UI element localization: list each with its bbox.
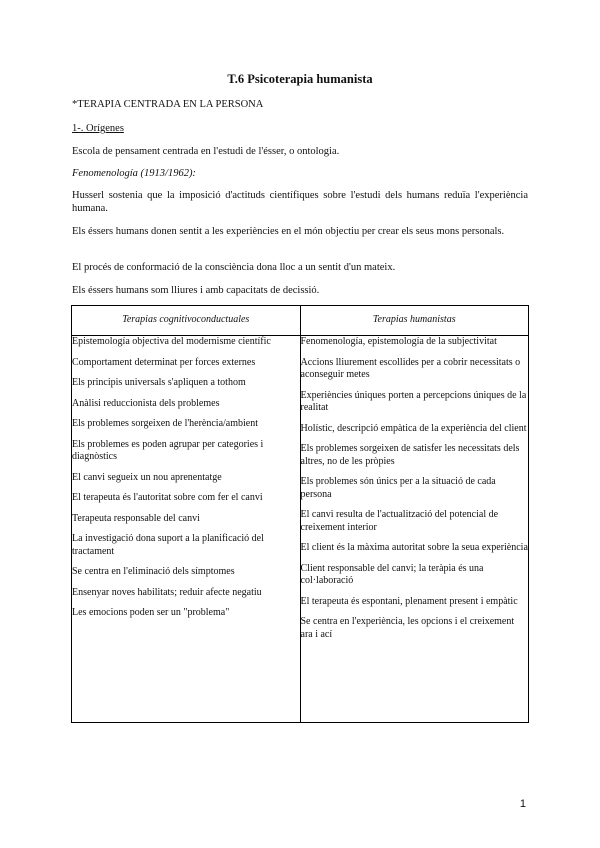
table-body-row <box>72 336 529 723</box>
paragraph-3: Husserl sostenia que la imposició d'actituds científiques sobre l'estudi dels humans reduïa l'experiència humana. <box>72 190 528 214</box>
list-item: Accions lliurement escollides per a cobrir necessitats o aconseguir metes <box>300 356 521 380</box>
cognitive-column <box>72 336 301 723</box>
cognitive-list <box>72 336 300 620</box>
list-item: Anàlisi reduccionista dels problemes <box>72 397 220 409</box>
header-cognitive: Terapias cognitivoconductuales <box>72 306 301 336</box>
table-header-row <box>72 306 529 336</box>
list-item: Comportament determinat per forces externes <box>72 356 256 368</box>
page-number: 1 <box>519 798 526 810</box>
list-item: Epistemología objectiva del modernisme científic <box>72 336 271 347</box>
list-item: El client és la màxima autoritat sobre la seua experiència <box>300 542 528 553</box>
section-heading: *TERAPIA CENTRADA EN LA PERSONA <box>72 99 264 110</box>
list-item: Se centra en l'experiència, les opcions i el creixement ara i ací <box>300 616 515 640</box>
list-item: Les emocions poden ser un "problema" <box>72 607 230 618</box>
list-item: Els problemes sorgeixen de l'herència/ambient <box>72 418 259 429</box>
paragraph-6: Els éssers humans som lliures i amb capacitats de decissió. <box>72 285 320 296</box>
list-item: El terapeuta és l'autoritat sobre com fer el canvi <box>72 492 263 503</box>
paragraph-5: El procés de conformació de la consciència dona lloc a un sentit d'un mateix. <box>72 262 396 273</box>
subsection-heading: 1-. Orígenes <box>72 123 124 134</box>
list-item: Se centra en l'eliminació dels símptomes <box>72 566 235 577</box>
list-item: Ensenyar noves habilitats; reduir afecte negatiu <box>72 586 262 598</box>
paragraph-2: Fenomenología (1913/1962): <box>72 168 196 179</box>
list-item: Els problemes sorgeixen de satisfer les necessitats dels altres, no de les pròpies <box>300 443 520 467</box>
list-item: Els problemes es poden agrupar per categories i diagnòstics <box>72 438 264 462</box>
list-item: Client responsable del canvi; la teràpia és una col·laboració <box>300 562 484 586</box>
list-item: La investigació dona suport a la planificació del tractament <box>72 533 264 557</box>
list-item: El terapeuta és espontani, plenament present i empàtic <box>300 595 518 607</box>
list-item: El canvi segueix un nou aprenentatge <box>72 471 222 483</box>
humanist-list <box>301 336 529 641</box>
list-item: Experiències úniques porten a percepcions úniques de la realitat <box>300 389 527 413</box>
list-item: El canvi resulta de l'actualització del potencial de creixement interior <box>300 509 499 533</box>
paragraph-4: Els éssers humans donen sentit a les experiències en el món objectiu per crear els seus mons personals. <box>72 226 505 237</box>
list-item: Holístic, descripció empàtica de la experiència del client <box>300 422 527 434</box>
list-item: Els problemes són únics per a la situació de cada persona <box>300 476 496 500</box>
paragraph-1: Escola de pensament centrada en l'estudi de l'ésser, o ontologia. <box>72 146 340 157</box>
list-item: Els principis universals s'apliquen a tothom <box>72 377 246 388</box>
comparison-table <box>71 305 529 723</box>
page-title: T.6 Psicoterapia humanista <box>227 72 373 86</box>
list-item: Terapeuta responsable del canvi <box>72 512 200 524</box>
header-humanist: Terapias humanistas <box>300 306 529 336</box>
humanist-column <box>300 336 529 723</box>
list-item: Fenomenología, epistemología de la subjectivitat <box>300 336 497 347</box>
